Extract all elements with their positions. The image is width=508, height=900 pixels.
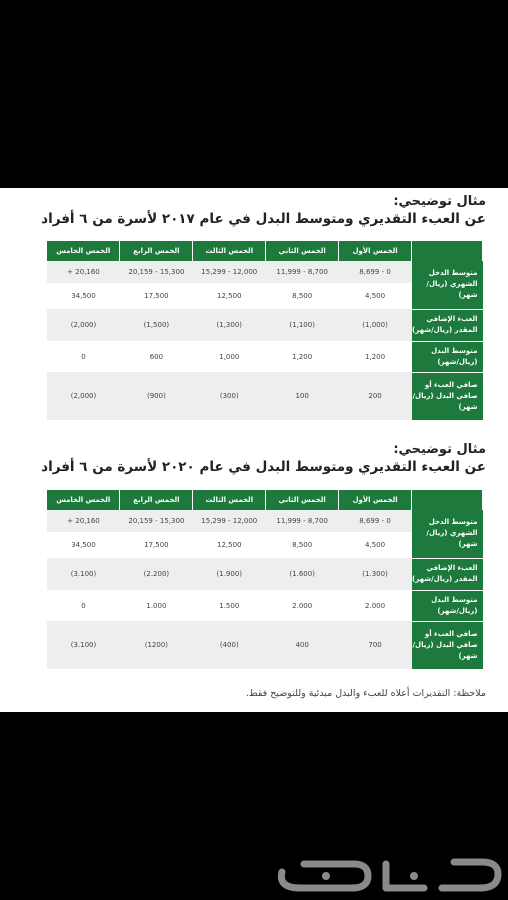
header-cell: الخمس الخامس — [47, 490, 120, 510]
table-cell: 100 — [266, 372, 339, 420]
row-label: متوسط البدل (ريال/شهر) — [412, 341, 483, 372]
table-cell: (1.300) — [339, 558, 412, 590]
table-cell: 2.000 — [339, 590, 412, 621]
table-cell: 1.500 — [193, 590, 266, 621]
table-cell: (1.600) — [266, 558, 339, 590]
table-row — [47, 309, 483, 341]
header-cell: الخمس الثاني — [266, 490, 339, 510]
data-table-2020 — [47, 490, 483, 670]
table-cell: 0 — [47, 590, 120, 621]
row-label: متوسط الدخل الشهري (ريال/شهر) — [412, 510, 483, 558]
table-cell: (2.200) — [120, 558, 193, 590]
table-cell: (300) — [193, 372, 266, 420]
table-cell: 1,000 — [193, 341, 266, 372]
table-cell: 0 - 8,699 — [339, 261, 412, 283]
table-cell: 4,500 — [339, 283, 412, 309]
table-cell: 17,500 — [120, 283, 193, 309]
table-cell: (3.100) — [47, 621, 120, 669]
row-label: صافي العبء أو صافي البدل (ريال/شهر) — [412, 621, 483, 669]
table-cell: 2.000 — [266, 590, 339, 621]
table-cell: 0 - 8,699 — [339, 510, 412, 532]
table-cell: 1,200 — [339, 341, 412, 372]
heading-line1: مثال توضيحي: — [393, 194, 486, 209]
header-cell — [412, 490, 483, 510]
table-cell: (1.900) — [193, 558, 266, 590]
table-cell: 1,200 — [266, 341, 339, 372]
table-cell: 20,160 + — [47, 261, 120, 283]
table-cell: 17,500 — [120, 532, 193, 558]
table-cell: 200 — [339, 372, 412, 420]
table-cell: 12,000 - 15,299 — [193, 510, 266, 532]
row-label: صافي العبء أو صافي البدل (ريال/شهر) — [412, 372, 483, 420]
table-cell: 8,500 — [266, 283, 339, 309]
table-cell: 20,160 + — [47, 510, 120, 532]
table-cell: 8,500 — [266, 532, 339, 558]
header-cell: الخمس الخامس — [47, 241, 120, 261]
heading-line2: عن العبء التقديري ومتوسط البدل في عام ٢٠١٧ لأسرة من ٦ أفراد — [41, 211, 486, 227]
header-cell: الخمس الأول — [339, 241, 412, 261]
table-cell: (1200) — [120, 621, 193, 669]
header-cell: الخمس الثاني — [266, 241, 339, 261]
table-cell: (900) — [120, 372, 193, 420]
header-cell: الخمس الأول — [339, 490, 412, 510]
row-label: متوسط الدخل الشهري (ريال/شهر) — [412, 261, 483, 309]
table-cell: 34,500 — [47, 532, 120, 558]
table-cell: (2,000) — [47, 372, 120, 420]
section-heading — [41, 442, 486, 476]
table-cell: 700 — [339, 621, 412, 669]
section-heading — [41, 194, 486, 228]
table-header-row — [47, 490, 483, 510]
table-cell: 8,700 - 11,999 — [266, 510, 339, 532]
table-cell: 12,500 — [193, 532, 266, 558]
table-cell: (3.100) — [47, 558, 120, 590]
haraj-logo — [274, 850, 506, 894]
table-cell: 12,500 — [193, 283, 266, 309]
heading-line1: مثال توضيحي: — [393, 442, 486, 457]
header-cell: الخمس الرابع — [120, 241, 193, 261]
table-cell: 0 — [47, 341, 120, 372]
table-cell: (400) — [193, 621, 266, 669]
table-cell: 12,000 - 15,299 — [193, 261, 266, 283]
table-row — [47, 621, 483, 669]
table-cell: (2,000) — [47, 309, 120, 341]
table-row — [47, 341, 483, 372]
row-label: متوسط البدل (ريال/شهر) — [412, 590, 483, 621]
row-label: العبء الإضافي المقدر (ريال/شهر) — [412, 309, 483, 341]
table-cell: (1,300) — [193, 309, 266, 341]
table-cell: 34,500 — [47, 283, 120, 309]
table-cell: (1,500) — [120, 309, 193, 341]
table-cell: 15,300 - 20,159 — [120, 510, 193, 532]
table-cell: 4,500 — [339, 532, 412, 558]
table-row — [47, 590, 483, 621]
header-cell: الخمس الرابع — [120, 490, 193, 510]
document-sheet — [0, 188, 508, 712]
table-header-row — [47, 241, 483, 261]
table-cell: (1,100) — [266, 309, 339, 341]
row-label: العبء الإضافي المقدر (ريال/شهر) — [412, 558, 483, 590]
table-row — [47, 510, 483, 532]
table-cell: (1,000) — [339, 309, 412, 341]
table-row — [47, 372, 483, 420]
table-row — [47, 261, 483, 283]
footnote: ملاحظة: التقديرات أعلاه للعبء والبدل مبدئية وللتوضيح فقط. — [245, 688, 486, 699]
header-cell: الخمس الثالث — [193, 241, 266, 261]
table-cell: 1.000 — [120, 590, 193, 621]
data-table-2017 — [47, 241, 483, 421]
table-cell: 15,300 - 20,159 — [120, 261, 193, 283]
table-cell: 400 — [266, 621, 339, 669]
header-cell — [412, 241, 483, 261]
table-cell: 600 — [120, 341, 193, 372]
heading-line2: عن العبء التقديري ومتوسط البدل في عام ٢٠٢٠ لأسرة من ٦ أفراد — [41, 459, 486, 475]
header-cell: الخمس الثالث — [193, 490, 266, 510]
table-cell: 8,700 - 11,999 — [266, 261, 339, 283]
table-row — [47, 558, 483, 590]
